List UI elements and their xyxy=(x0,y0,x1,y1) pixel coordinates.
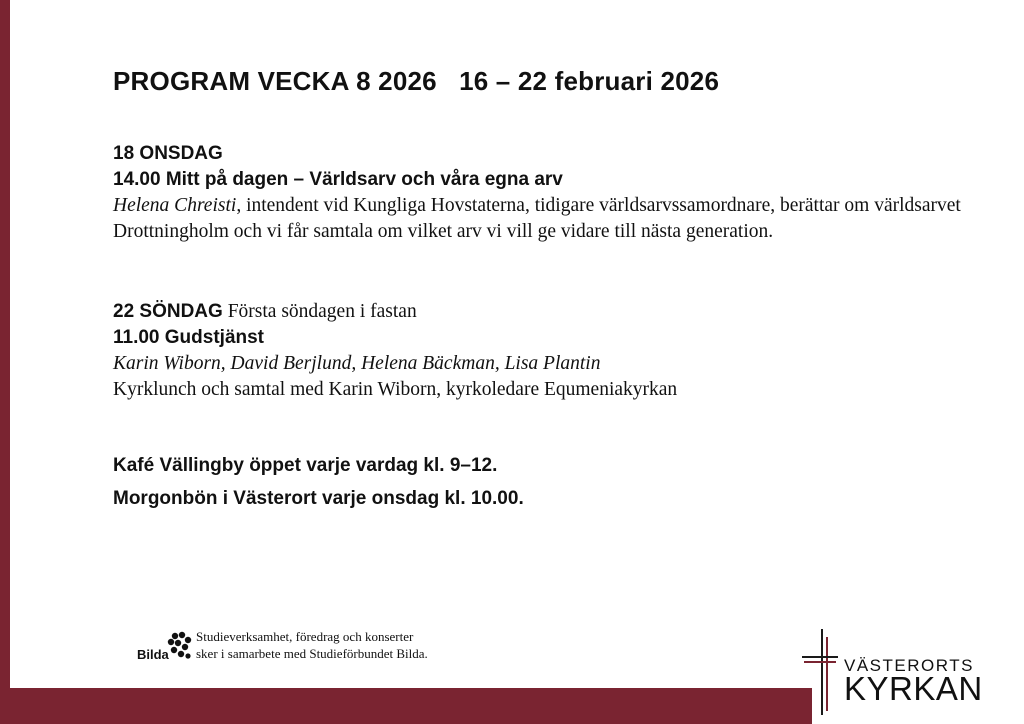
bilda-info xyxy=(196,628,428,662)
bilda-line-2: sker i samarbete med Studieförbundet Bilda. xyxy=(196,646,428,661)
notice-cafe: Kafé Vällingby öppet varje vardag kl. 9–12. xyxy=(113,455,498,476)
sunday-section xyxy=(113,299,983,403)
cross-mark-icon xyxy=(800,627,840,717)
wednesday-day: 18 ONSDAG xyxy=(113,143,223,164)
notices-section xyxy=(113,453,983,512)
wednesday-description-paragraph xyxy=(113,193,983,245)
church-name-line-1: VÄSTERORTS xyxy=(844,656,974,675)
bottom-accent-bar xyxy=(0,688,812,724)
page-title: PROGRAM VECKA 8 2026 16 – 22 februari 2026 xyxy=(113,66,720,96)
church-name-line-2: KYRKAN xyxy=(844,670,983,707)
sunday-day-line xyxy=(113,299,983,325)
bilda-name: Bilda xyxy=(137,647,169,662)
sunday-participants: Karin Wiborn, David Berjlund, Helena Bäckman, Lisa Plantin xyxy=(113,353,601,374)
bilda-line-1: Studieverksamhet, föredrag och konserter xyxy=(196,629,414,644)
sunday-day-note: Första söndagen i fastan xyxy=(222,301,417,322)
wednesday-event-title: 14.00 Mitt på dagen – Världsarv och våra egna arv xyxy=(113,169,563,190)
wednesday-section xyxy=(113,141,983,245)
wednesday-description: , intendent vid Kungliga Hovstaterna, tidigare världsarvssamordnare, berättar om världsarvet Drottningholm och vi får samtala om vilket arv vi vill ge vidare till nästa generation. xyxy=(113,195,961,242)
notice-morning-prayer: Morgonbön i Västerort varje onsdag kl. 10.00. xyxy=(113,488,524,509)
sunday-followup: Kyrklunch och samtal med Karin Wiborn, kyrkoledare Equmeniakyrkan xyxy=(113,379,678,400)
sunday-day: 22 SÖNDAG xyxy=(113,301,223,322)
wednesday-speaker: Helena Chreisti xyxy=(113,195,237,216)
sunday-event-title: 11.00 Gudstjänst xyxy=(113,327,265,348)
left-accent-bar xyxy=(0,0,10,724)
